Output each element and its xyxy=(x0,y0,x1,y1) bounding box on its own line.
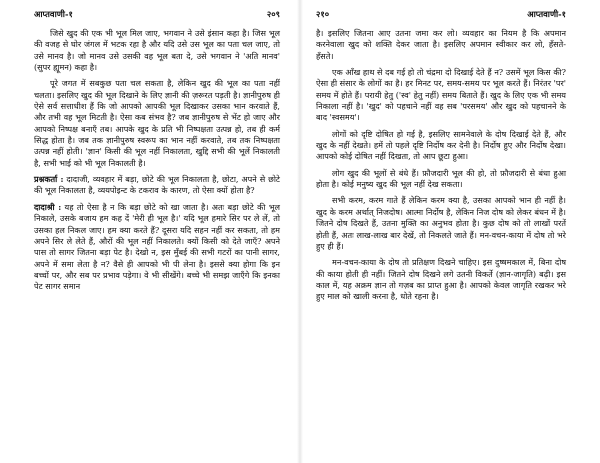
question-text: दादाजी, व्यवहार में बड़ा, छोटे की भूल निकालता है, छोटा, अपने से छोटे की भूल निकालता है, व्ययपोइन्ट के टकराव के कारण, तो ऐसा क्यों होता है? xyxy=(34,174,280,196)
right-page-header xyxy=(316,6,566,24)
right-page xyxy=(306,0,600,463)
left-paragraph-1: जिसे खुद की एक भी भूल मिल जाए, भगवान ने उसे इंसान कहा है। जिस भूल की वजह से घोर जंगल में भटक रहा है और यदि उसे उस भूल का पता चल जाए, तो उसे मानव है। जो मानव उसे उसकी वह भूल बता दे, उसे भगवान ने 'अति मानव' (सुपर ह्यूमन) कहा है। xyxy=(34,28,280,73)
left-paragraph-2: पूरे जगत में सबकुछ पता चल सकता है, लेकिन खुद की भूल का पता नहीं चलता। इसलिए खुद की भूल दिखाने के लिए ज्ञानी की ज़रूरत पड़ती है। ज्ञानीपुरुष ही ऐसे सर्व सत्ताधीश हैं कि जो आपको आपकी भूल दिखाकर उसका भान करवाते हैं, और तभी वह भूल मिटती है। ऐसा कब संभव है? जब ज्ञानीपुरुष से भेंट हो जाए और आपको निष्पक्ष बनाएँ तब। आपके खुद के प्रति भी निष्पक्षता उत्पन्न हो, तब ही कर्म सिद्ध होता है। जब तक ज्ञानीपुरुष स्वरूप का भान नहीं करवाते, तब तक निष्पक्षता उत्पन्न नहीं होती। 'ज्ञान' किसी की भूल नहीं निकालता, खुद्दि सभी की भूलें निकालती है, सभी भाई को भी भूल निकालती है। xyxy=(34,78,281,168)
left-page xyxy=(0,0,294,463)
right-paragraph-4: लोग खुद की भूलों से बंधे हैं। फ़ौजदारी भूल की हो, तो फ़ौजदारी से बंधा हुआ होता है। कोई मनुष्य खुद की भूल नहीं देख सकता। xyxy=(316,167,566,190)
right-paragraph-1: है। इसलिए जितना आए उतना जमा कर लो। व्यवहार का नियम है कि अपमान करनेवाला खुद को शक्ति देकर जाता है। इसलिए अपमान स्वीकार कर लो, हँसते-हँसते। xyxy=(316,28,566,61)
answer-text: यह तो ऐसा है न कि बड़ा छोटे को खा जाता है। अतः बड़ा छोटे की भूल निकाले, उसके बजाय हम कह दें 'मेरी ही भूल है।' यदि भूल हमारे सिर पर ले लें, तो उसका हल निकल जाए। हम क्या करते हैं? दूसरा यदि सहन नहीं कर सकता, तो हम अपने सिर ले लेते हैं, औरों की भूल नहीं निकालते। क्यों किसी को देते जाएँ? अपने पास तो सागर जितना बड़ा पेट है। देखो न, इस मुँबई की सभी गटरों का पानी सागर, अपने में समा लेता है न? वैसे ही आपको भी पी लेना है। इससे क्या होगा कि इन बच्चों पर, और सब पर प्रभाव पड़ेगा। वे भी सीखेंगे। बच्चे भी समझ जाएँगे कि इनका पेट सागर समान xyxy=(34,201,280,292)
right-paragraph-5: सभी करम, करम गाते हैं लेकिन करम क्या है, उसका आपको भान ही नहीं है। खुद के करम अर्थात् निजदोष। आत्मा निर्दोष है, लेकिन निज दोष को लेकर बंधन में है। जितने दोष दिखते हैं, उतना मुक्ति का अनुभव होता है। कुछ दोष को तो लाखों परतें होती हैं, अतः लाख-लाख बार देखें, तो निकलते जाते हैं। मन-वचन-काया में दोष तो भरे हुए ही हैं। xyxy=(316,195,566,251)
dadashri-label: दादाश्री : xyxy=(34,201,62,212)
right-page-body xyxy=(316,28,566,303)
right-running-title: आप्तवाणी-१ xyxy=(527,9,566,20)
questioner-label: प्रश्नकर्ता : xyxy=(34,174,64,185)
right-page-number: २१० xyxy=(316,9,330,20)
right-paragraph-3: लोगों को दृष्टि दोषित हो गई है, इसलिए सामनेवाले के दोष दिखाई देते हैं, और खुद के नहीं देखते। हमें तो पहले दृष्टि निर्दोष कर देनी है। निर्दोष हुए और निर्दोष देखा। आपको कोई दोषित नहीं दिखता, तो आप छूटा हुआ। xyxy=(316,128,566,162)
book-gutter xyxy=(297,0,303,463)
right-paragraph-6: मन-वचन-काया के दोष तो प्रतिक्षण दिखने चाहिए। इस दुष्षमकाल में, बिना दोष की काया होती ही नहीं। जितने दोष दिखने लगे उतनी विकर्ते (ज्ञान-जागृति) बढ़ी। इस काल में, यह अक्रम ज्ञान तो गज़ब का प्राप्त हुआ है। आपको केवल जागृति रखकर भरे हुए माल को खाली करना है, धोते रहना है। xyxy=(316,257,566,302)
left-page-header xyxy=(34,6,280,24)
question-paragraph xyxy=(34,174,280,197)
left-running-title: आप्तवाणी-१ xyxy=(34,9,73,20)
right-paragraph-2: एक आँख हाथ से दब गई हो तो चंद्रमा दो दिखाई देते हैं न? उसमें भूल किस की? ऐसा ही संसार के लोगों का है। हर मिनट पर, समय-समय पर भूल करते हैं। निरंतर 'पर' समय में होते हैं। परायी हेतु ('स्व' हेतु नहीं) समय बिताते हैं। खुद के लिए एक भी समय निकाला नहीं है। 'खुद' को पहचाने नहीं वह सब 'परसमय' और खुद को पहचानने के बाद 'स्वसमय'। xyxy=(316,67,566,123)
answer-paragraph xyxy=(34,202,280,293)
left-page-number: २०९ xyxy=(266,9,280,20)
